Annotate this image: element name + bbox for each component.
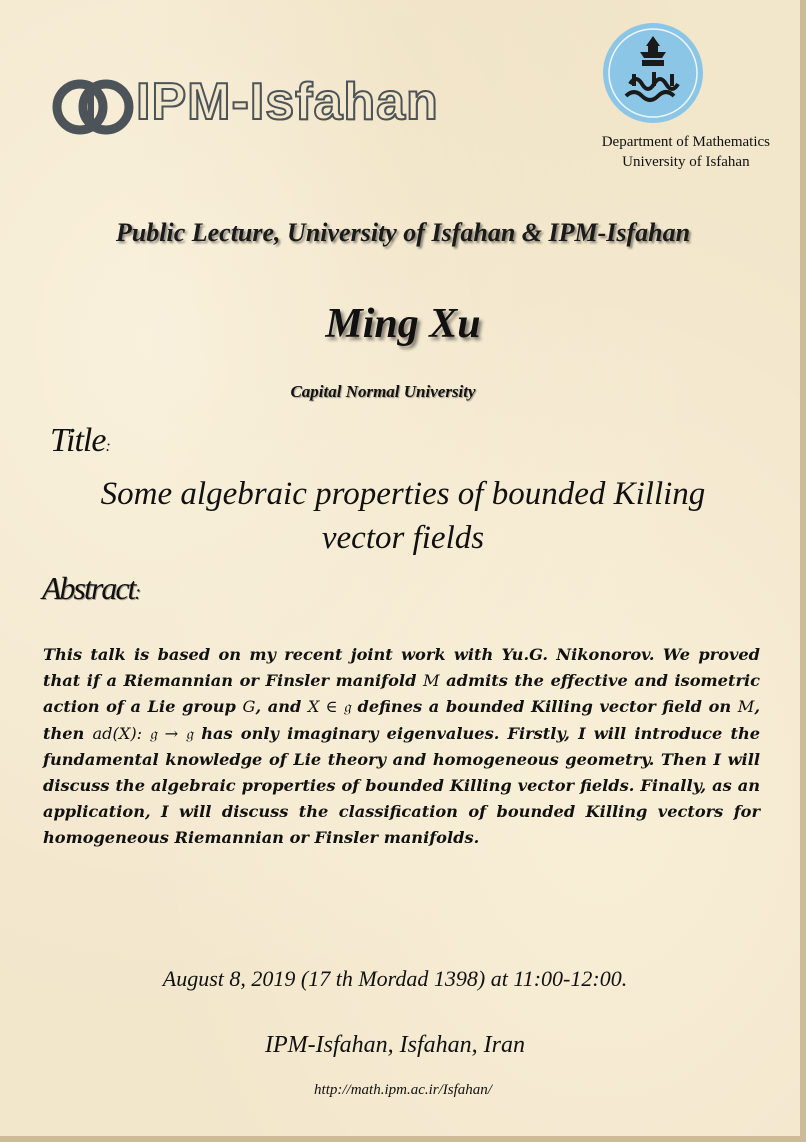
website-url: http://math.ipm.ac.ir/Isfahan/ [314, 1082, 492, 1098]
math-symbol: M [423, 671, 440, 691]
ipm-rings-icon [52, 78, 134, 136]
ipm-logo-text: IPM-Isfahan [136, 73, 439, 131]
abstract-segment: This talk is based on my recent joint work with Yu.G. Nikonorov. We proved that if a Riemannian or Finsler manifold [43, 645, 760, 691]
abstract-segment: admits the effective and isometric action of a Lie group [43, 671, 760, 717]
math-symbol: M [737, 697, 755, 717]
university-line: University of Isfahan [622, 154, 750, 170]
abstract-text [43, 642, 760, 852]
abstract-segment: , and [255, 697, 308, 717]
math-symbol: G [242, 697, 256, 717]
event-venue: IPM-Isfahan, Isfahan, Iran [265, 1032, 525, 1058]
abstract-label-text: Abstract [42, 570, 135, 606]
math-symbol: ad(X): 𝔤 → 𝔤 [92, 723, 194, 743]
university-seal-icon [602, 22, 704, 124]
math-symbol: X ∈ 𝔤 [307, 697, 351, 717]
speaker-name: Ming Xu [325, 301, 481, 347]
event-date: August 8, 2019 (17 th Mordad 1398) at 11:00-12:00. [162, 966, 628, 991]
abstract-segment: has only imaginary eigenvalues. Firstly, I will introduce the fundamental knowledge of Lie theory and homogeneous geometry. Then I will discuss the algebraic properties of bounded Killing vector fields. Finally, as an application, I will discuss the classification of bounded Killing vectors for homogeneous Riemannian or Finsler manifolds. [43, 723, 761, 848]
event-heading: Public Lecture, University of Isfahan & IPM-Isfahan [115, 218, 691, 247]
department-block [602, 132, 770, 172]
abstract-segment: defines a bounded Killing vector field on [350, 697, 738, 717]
title-label: Title: [50, 422, 110, 459]
abstract-segment: , then [43, 697, 761, 743]
talk-title [0, 472, 806, 560]
talk-title-line: vector fields [321, 520, 485, 556]
title-label-text: Title [50, 422, 106, 459]
department-line: Department of Mathematics [601, 134, 770, 150]
abstract-label: Abstract: [42, 570, 142, 606]
talk-title-line: Some algebraic properties of bounded Killing [100, 476, 706, 512]
speaker-affiliation: Capital Normal University [290, 382, 476, 401]
ipm-isfahan-logo [52, 72, 452, 142]
